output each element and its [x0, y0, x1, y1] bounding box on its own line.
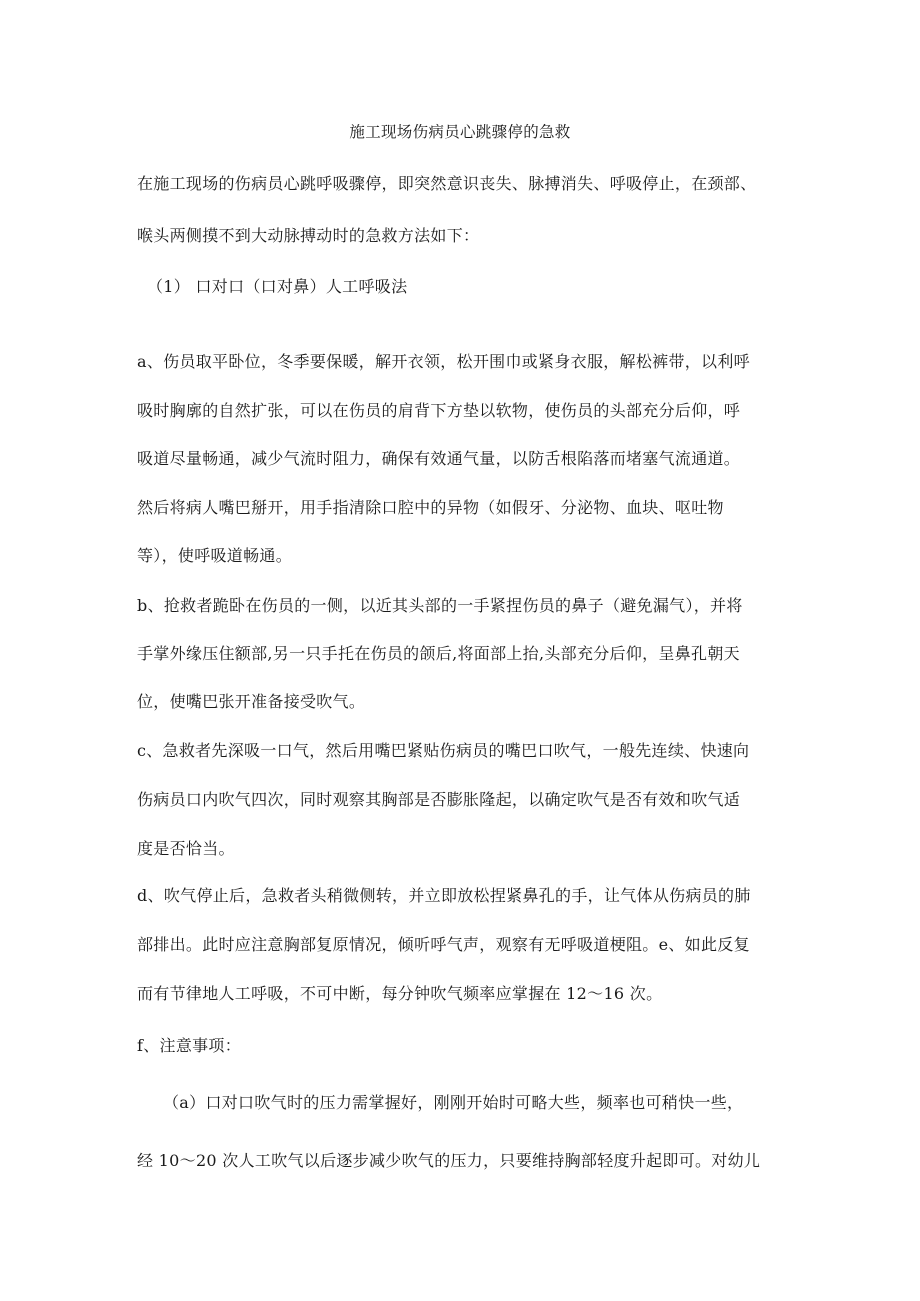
- text-line: 而有节律地人工呼吸，不可中断，每分钟吹气频率应掌握在 12～16 次。: [137, 984, 663, 1003]
- text-line: 度是否恰当。: [137, 839, 235, 858]
- text-line: 吸时胸廓的自然扩张，可以在伤员的肩背下方垫以软物，使伤员的头部充分后仰，呼: [137, 401, 741, 420]
- text-line: 手掌外缘压住额部,另一只手托在伤员的颌后,将面部上抬,头部充分后仰，呈鼻孔朝天: [137, 644, 740, 663]
- text-line: c、急救者先深吸一口气，然后用嘴巴紧贴伤病员的嘴巴口吹气，一般先连续、快速向: [137, 741, 750, 760]
- text-line: 在施工现场的伤病员心跳呼吸骤停，即突然意识丧失、脉搏消失、呼吸停止，在颈部、: [137, 174, 757, 193]
- text-line: 位，使嘴巴张开准备接受吹气。: [137, 692, 366, 711]
- text-line: 等），使呼吸道畅通。: [137, 546, 293, 565]
- page-title: 施工现场伤病员心跳骤停的急救: [349, 123, 571, 141]
- text-line: 经 10～20 次人工吹气以后逐步减少吹气的压力，只要维持胸部轻度升起即可。对幼儿: [137, 1151, 761, 1170]
- text-line: （a）口对口吹气时的压力需掌握好，刚刚开始时可略大些，频率也可稍快一些，: [163, 1093, 744, 1112]
- text-line: 伤病员口内吹气四次，同时观察其胸部是否膨胀隆起，以确定吹气是否有效和吹气适: [137, 790, 741, 809]
- text-line: 然后将病人嘴巴掰开，用手指清除口腔中的异物（如假牙、分泌物、血块、呕吐物: [137, 498, 724, 517]
- text-line: f、注意事项：: [137, 1036, 242, 1055]
- text-line: 喉头两侧摸不到大动脉搏动时的急救方法如下：: [137, 226, 480, 245]
- text-line: d、吹气停止后，急救者头稍微侧转，并立即放松捏紧鼻孔的手，让气体从伤病员的肺: [137, 886, 751, 905]
- section-heading: （1） 口对口（口对鼻）人工呼吸法: [147, 277, 408, 296]
- text-line: 吸道尽量畅通，减少气流时阻力，确保有效通气量，以防舌根陷落而堵塞气流通道。: [137, 449, 741, 468]
- text-line: a、伤员取平卧位，冬季要保暖，解开衣领，松开围巾或紧身衣服，解松裤带，以利呼: [137, 352, 750, 371]
- text-line: b、抢救者跪卧在伤员的一侧，以近其头部的一手紧捏伤员的鼻子（避免漏气），并将: [137, 596, 743, 615]
- text-line: 部排出。此时应注意胸部复原情况，倾听呼气声，观察有无呼吸道梗阻。e、如此反复: [137, 935, 750, 954]
